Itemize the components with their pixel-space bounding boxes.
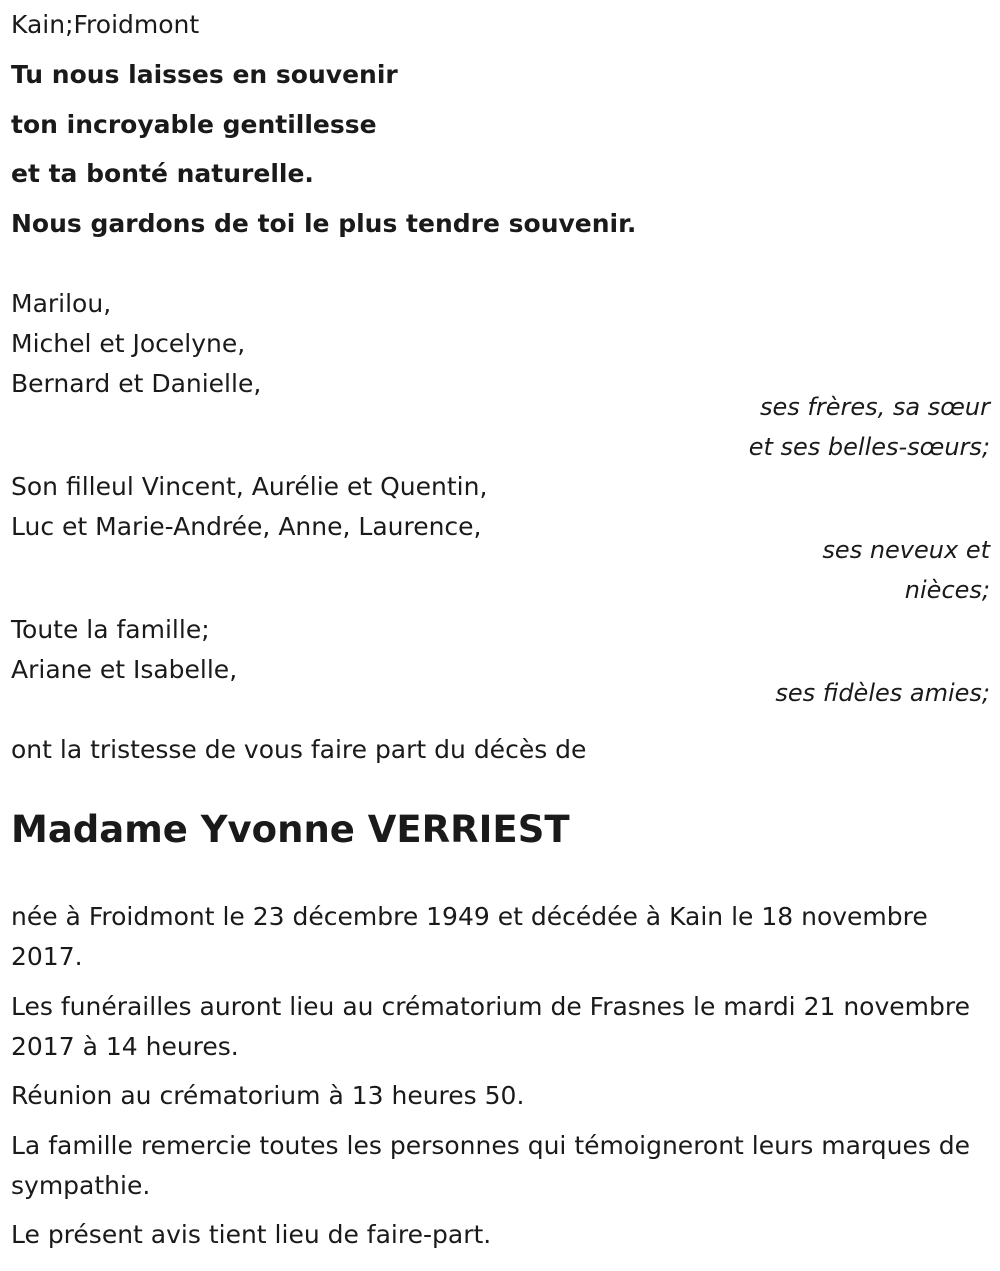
detail-thanks: La famille remercie toutes les personnes qui témoigneront leurs marques de sympathie. [11, 1131, 971, 1200]
family-role: nièces; [904, 576, 990, 604]
poem-line-4: Nous gardons de toi le plus tendre souvenir. [11, 209, 637, 238]
family-member: Toute la famille; [11, 615, 210, 644]
detail-meeting: Réunion au crématorium à 13 heures 50. [11, 1081, 525, 1110]
poem-line-2: ton incroyable gentillesse [11, 110, 377, 139]
deceased-name: Madame Yvonne VERRIEST [11, 808, 570, 851]
family-role: et ses belles-sœurs; [748, 433, 990, 461]
announcement-text: ont la tristesse de vous faire part du décès de [11, 735, 587, 764]
detail-birth-death: née à Froidmont le 23 décembre 1949 et décédée à Kain le 18 novembre 2017. [11, 902, 928, 971]
poem-line-1: Tu nous laisses en souvenir [11, 60, 398, 89]
family-member: Michel et Jocelyne, [11, 329, 246, 358]
family-role: ses fidèles amies; [775, 679, 990, 707]
detail-notice: Le présent avis tient lieu de faire-part. [11, 1220, 492, 1249]
family-role: ses frères, sa sœur [760, 393, 990, 421]
family-member: Son filleul Vincent, Aurélie et Quentin, [11, 472, 488, 501]
family-member: Luc et Marie-Andrée, Anne, Laurence, [11, 512, 482, 541]
family-role: ses neveux et [822, 536, 990, 564]
detail-funeral: Les funérailles auront lieu au crématorium de Frasnes le mardi 21 novembre 2017 à 14 heures. [11, 992, 970, 1061]
family-member: Ariane et Isabelle, [11, 655, 238, 684]
family-member: Marilou, [11, 289, 112, 318]
location-header: Kain;Froidmont [11, 10, 200, 39]
poem-line-3: et ta bonté naturelle. [11, 159, 314, 188]
family-member: Bernard et Danielle, [11, 369, 262, 398]
